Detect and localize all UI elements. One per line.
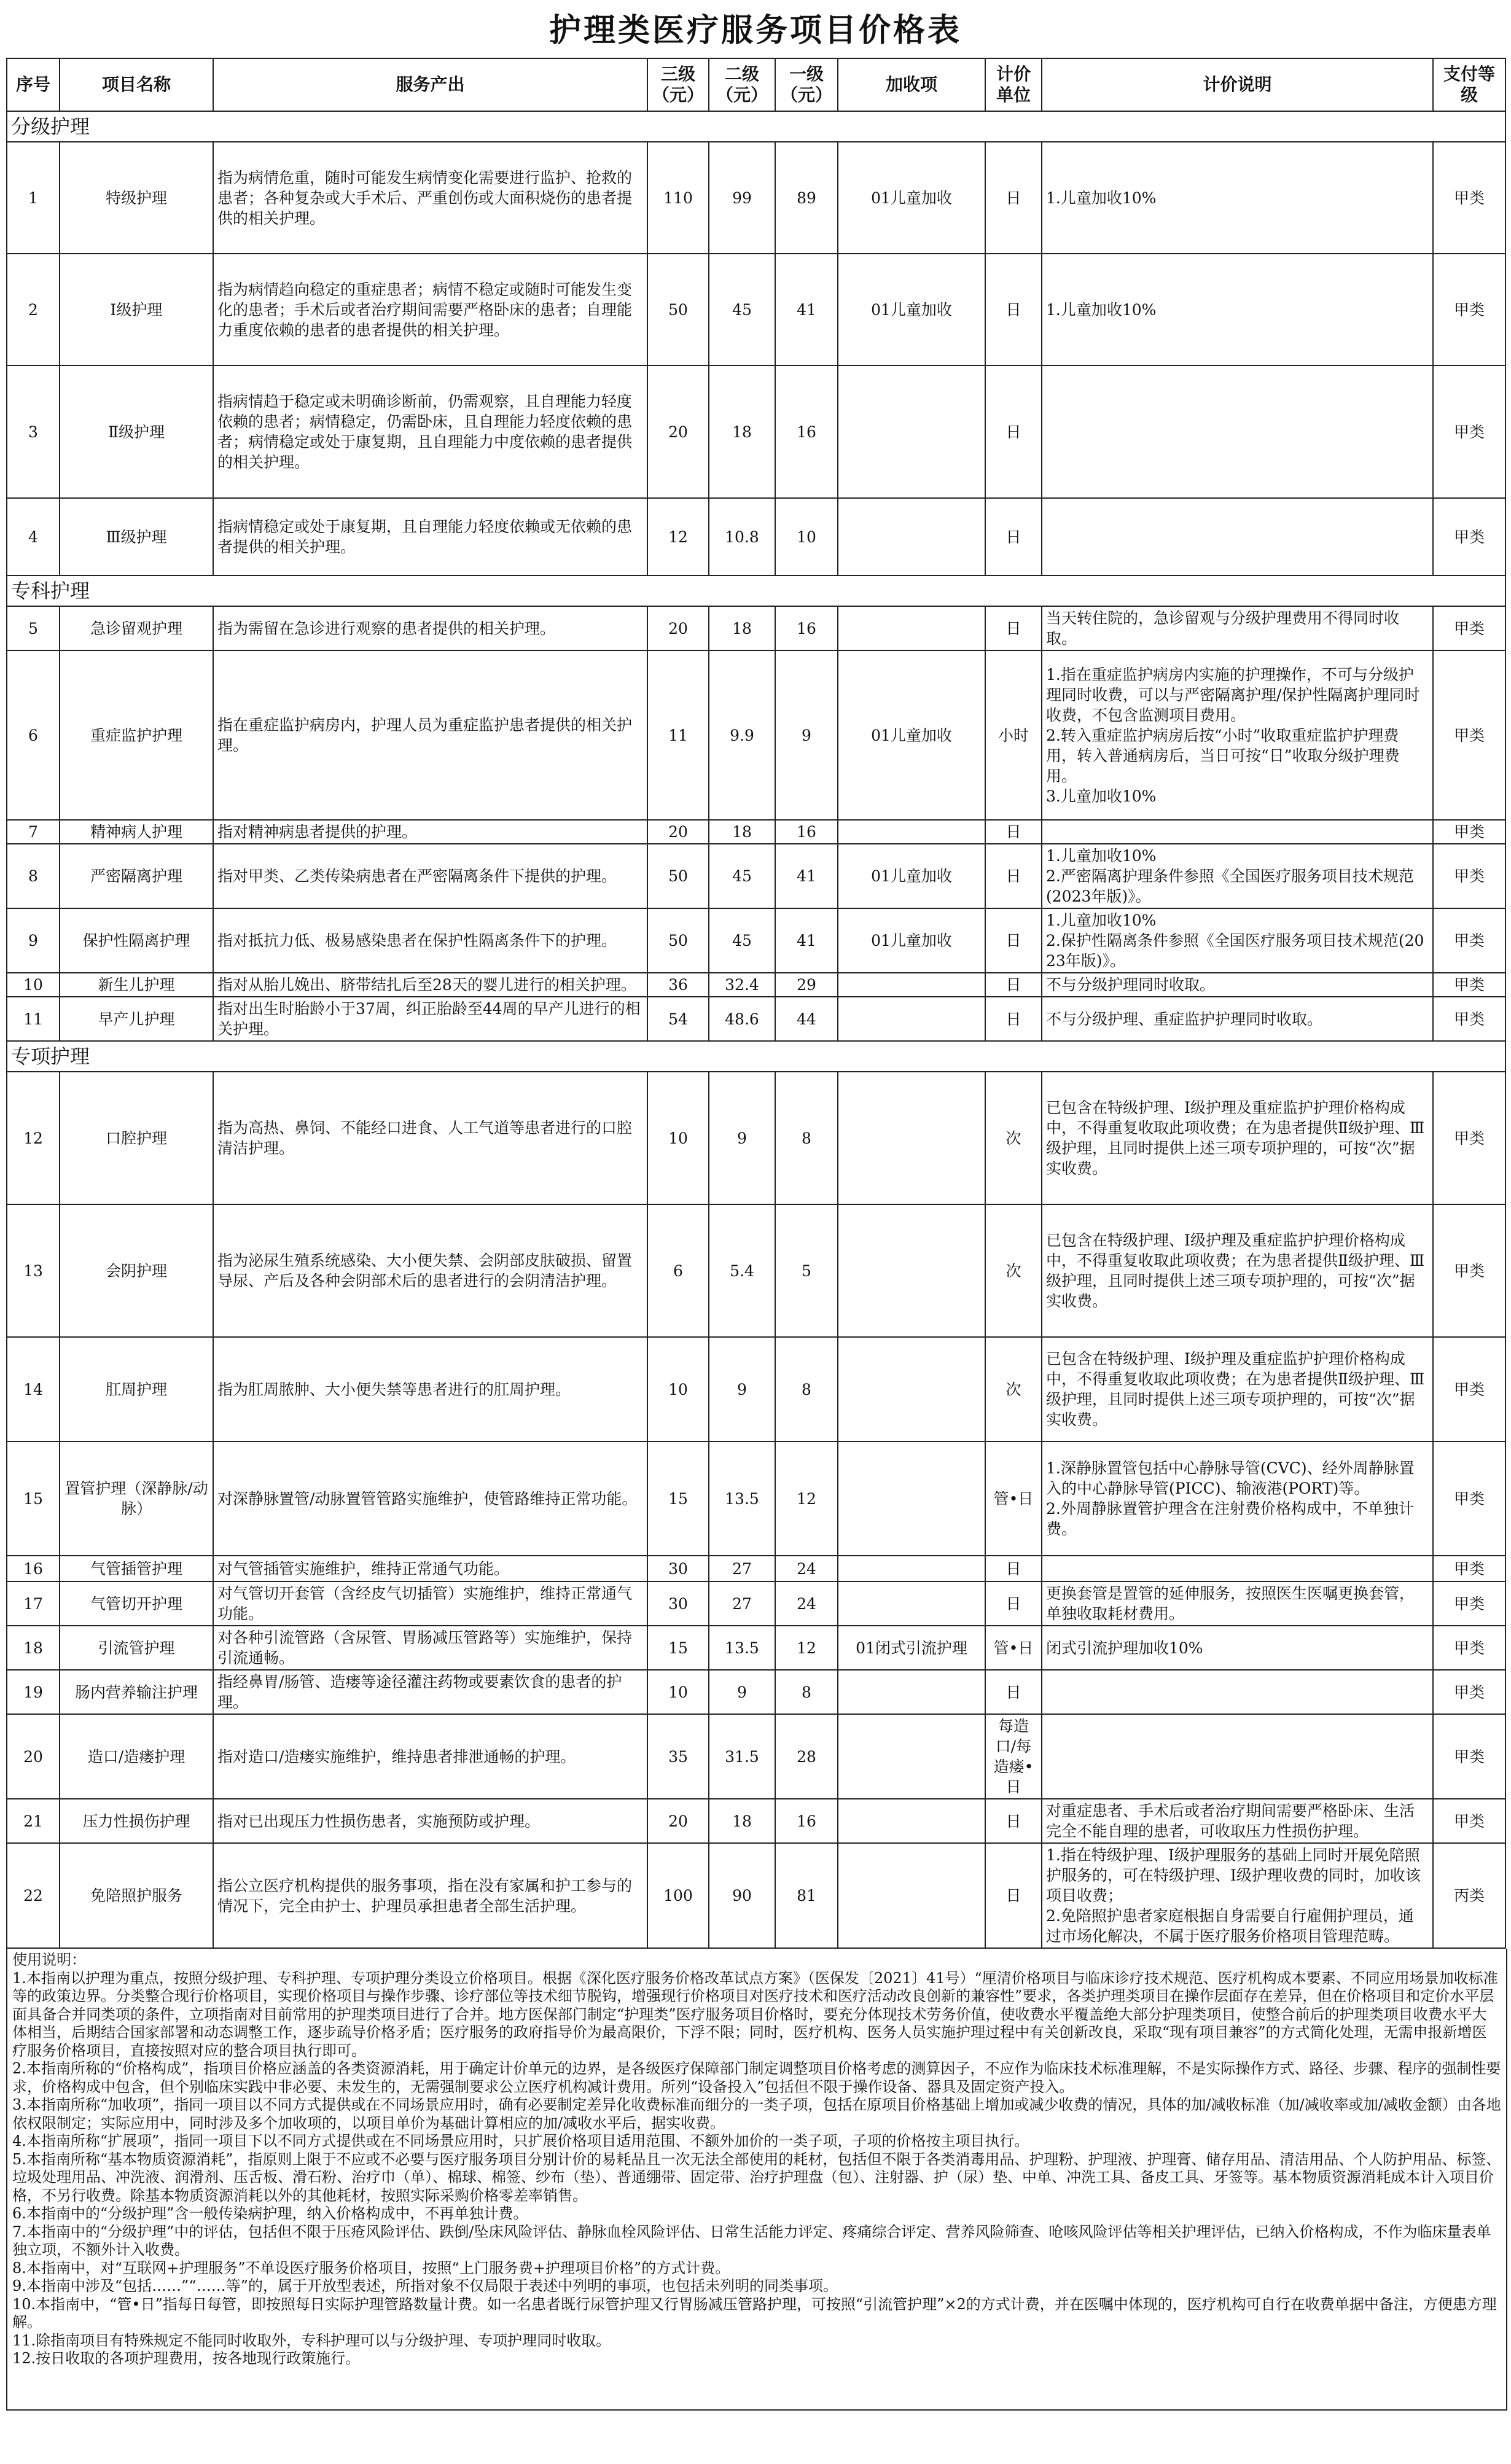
row-pay: 甲类 — [1433, 1670, 1505, 1714]
row-output: 指经鼻胃/肠管、造瘘等途径灌注药物或要素饮食的患者的护理。 — [213, 1670, 647, 1714]
row-price1: 41 — [775, 844, 838, 908]
row-price1: 16 — [775, 820, 838, 844]
row-no: 17 — [7, 1581, 60, 1626]
row-note — [1042, 1714, 1433, 1799]
row-name: 肠内营养输注护理 — [60, 1670, 213, 1714]
table-row — [7, 1799, 1505, 1843]
row-note: 1.指在特级护理、Ⅰ级护理服务的基础上同时开展免陪照护服务的，可在特级护理、Ⅰ级护理收费的同时，加收该项目收费； 2.免陪照护患者家庭根据自身需要自行雇佣护理员，通过市场化解决，不属于医疗服务价格项目管理范畴。 — [1042, 1843, 1433, 1948]
section-header — [7, 575, 1505, 606]
row-price1: 41 — [775, 908, 838, 973]
row-note: 已包含在特级护理、Ⅰ级护理及重症监护护理价格构成中，不得重复收取此项收费；在为患者提供Ⅱ级护理、Ⅲ级护理，且同时提供上述三项专项护理的，可按“次”据实收费。 — [1042, 1072, 1433, 1204]
row-extra — [838, 1581, 985, 1626]
row-pay: 甲类 — [1433, 1581, 1505, 1626]
row-price1: 16 — [775, 606, 838, 650]
row-extra — [838, 1072, 985, 1204]
row-unit: 日 — [985, 997, 1042, 1041]
row-unit: 日 — [985, 498, 1042, 575]
row-price2: 13.5 — [709, 1626, 775, 1670]
row-extra — [838, 1441, 985, 1556]
row-note — [1042, 1556, 1433, 1581]
row-name: 重症监护护理 — [60, 650, 213, 820]
row-price2: 9.9 — [709, 650, 775, 820]
row-unit: 日 — [985, 1843, 1042, 1948]
col-header-no: 序号 — [7, 58, 60, 111]
row-extra — [838, 365, 985, 498]
note-item: 8.本指南中，对“互联网+护理服务”不单设医疗服务价格项目，按照“上门服务费+护理项目价格”的方式计费。 — [12, 2259, 730, 2277]
row-note — [1042, 1670, 1433, 1714]
row-note — [1042, 498, 1433, 575]
row-unit: 日 — [985, 820, 1042, 844]
note-item: 1.本指南以护理为重点，按照分级护理、专科护理、专项护理分类设立价格项目。根据《深化医疗服务价格改革试点方案》（医保发〔2021〕41号）“厘清价格项目与临床诊疗技术规范、医疗机构成本要素、不同应用场景加收标准等的政策边界。分类整合现行价格项目，实现价格项目与操作步骤、诊疗部位等技术细节脱钩，增强现行价格项目对医疗技术和医疗活动改良创新的兼容性”要求，各类护理类项目在操作层面存在差异，但在价格项目和定价水平层面具备合并同类项的条件，立项指南对目前常用的护理类项目进行了合并。地方医保部门制定“护理类”医疗服务项目价格时，要充分体现技术劳务价值，使收费水平覆盖绝大部分护理类项目，使整合前后的护理类项目收费水平大体相当，后期结合国家部署和动态调整工作，逐步疏导价格矛盾；医疗服务的政府指导价为最高限价，下浮不限；同时，医疗机构、医务人员实施护理过程中有关创新改良，采取“现有项目兼容”的方式简化处理，无需申报新增医疗服务价格项目，直接按照对应的整合项目执行即可。 — [12, 1969, 1498, 2059]
row-name: 引流管护理 — [60, 1626, 213, 1670]
row-no: 14 — [7, 1337, 60, 1441]
row-name: 口腔护理 — [60, 1072, 213, 1204]
table-row — [7, 820, 1505, 844]
row-extra — [838, 820, 985, 844]
row-price3: 20 — [647, 606, 709, 650]
row-extra — [838, 1714, 985, 1799]
row-pay: 甲类 — [1433, 1441, 1505, 1556]
table-row — [7, 908, 1505, 973]
row-price2: 10.8 — [709, 498, 775, 575]
document — [6, 0, 1505, 2411]
row-pay: 甲类 — [1433, 1799, 1505, 1843]
row-price3: 20 — [647, 820, 709, 844]
row-note: 对重症患者、手术后或者治疗期间需要严格卧床、生活完全不能自理的患者，可收取压力性损伤护理。 — [1042, 1799, 1433, 1843]
row-pay: 丙类 — [1433, 1843, 1505, 1948]
row-price2: 99 — [709, 142, 775, 254]
row-price2: 45 — [709, 908, 775, 973]
table-row — [7, 1337, 1505, 1441]
row-name: 精神病人护理 — [60, 820, 213, 844]
row-note: 当天转住院的，急诊留观与分级护理费用不得同时收取。 — [1042, 606, 1433, 650]
row-price2: 18 — [709, 820, 775, 844]
row-extra — [838, 1799, 985, 1843]
row-price3: 30 — [647, 1556, 709, 1581]
row-note: 1.儿童加收10% 2.严密隔离护理条件参照《全国医疗服务项目技术规范(2023年版)》。 — [1042, 844, 1433, 908]
row-unit: 日 — [985, 1670, 1042, 1714]
row-pay: 甲类 — [1433, 997, 1505, 1041]
row-price1: 8 — [775, 1072, 838, 1204]
note-item: 11.除指南项目有特殊规定不能同时收取外，专科护理可以与分级护理、专项护理同时收取。 — [12, 2331, 611, 2349]
row-price3: 10 — [647, 1337, 709, 1441]
row-price1: 81 — [775, 1843, 838, 1948]
row-name: 气管切开护理 — [60, 1581, 213, 1626]
row-name: 早产儿护理 — [60, 997, 213, 1041]
header-row — [7, 58, 1505, 111]
row-note: 已包含在特级护理、Ⅰ级护理及重症监护护理价格构成中，不得重复收取此项收费；在为患者提供Ⅱ级护理、Ⅲ级护理，且同时提供上述三项专项护理的，可按“次”据实收费。 — [1042, 1204, 1433, 1337]
row-price3: 110 — [647, 142, 709, 254]
row-no: 2 — [7, 254, 60, 365]
col-header-name: 项目名称 — [60, 58, 213, 111]
row-price2: 45 — [709, 254, 775, 365]
row-no: 20 — [7, 1714, 60, 1799]
row-output: 指为病情危重，随时可能发生病情变化需要进行监护、抢救的患者；各种复杂或大手术后、严重创伤或大面积烧伤的患者提供的相关护理。 — [213, 142, 647, 254]
row-extra — [838, 606, 985, 650]
section-title: 专科护理 — [7, 575, 1505, 606]
row-unit: 管•日 — [985, 1441, 1042, 1556]
row-unit: 日 — [985, 1556, 1042, 1581]
row-no: 1 — [7, 142, 60, 254]
row-pay: 甲类 — [1433, 908, 1505, 973]
col-header-price2: 二级（元） — [709, 58, 775, 111]
row-price1: 44 — [775, 997, 838, 1041]
row-unit: 日 — [985, 142, 1042, 254]
row-price1: 8 — [775, 1670, 838, 1714]
row-output: 指对出生时胎龄小于37周，纠正胎龄至44周的早产儿进行的相关护理。 — [213, 997, 647, 1041]
row-price3: 100 — [647, 1843, 709, 1948]
row-price3: 30 — [647, 1581, 709, 1626]
row-price1: 8 — [775, 1337, 838, 1441]
row-no: 9 — [7, 908, 60, 973]
row-unit: 管•日 — [985, 1626, 1042, 1670]
row-note — [1042, 820, 1433, 844]
row-no: 12 — [7, 1072, 60, 1204]
row-extra — [838, 1337, 985, 1441]
row-note: 1.儿童加收10% — [1042, 254, 1433, 365]
note-item: 9.本指南中涉及“包括……”“……等”的，属于开放型表述，所指对象不仅局限于表述中列明的事项，也包括未列明的同类事项。 — [12, 2277, 838, 2294]
row-price2: 31.5 — [709, 1714, 775, 1799]
section-header — [7, 1041, 1505, 1072]
col-header-extra: 加收项 — [838, 58, 985, 111]
row-price2: 5.4 — [709, 1204, 775, 1337]
row-price1: 5 — [775, 1204, 838, 1337]
note-item: 5.本指南所称“基本物质资源消耗”，指原则上限于不应或不必要与医疗服务项目分别计价的易耗品且一次无法全部使用的耗材，包括但不限于各类消毒用品、护理粉、护理液、护理膏、储存用品、清洁用品、个人防护用品、标签、垃圾处理用品、冲洗液、润滑剂、压舌板、滑石粉、治疗巾（单）、棉球、棉签、纱布（垫）、普通绷带、固定带、治疗护理盘（包）、注射器、护（尿）垫、中单、冲洗工具、备皮工具、牙签等。基本物质资源消耗成本计入项目价格，不另行收费。除基本物质资源消耗以外的其他耗材，按照实际采购价格零差率销售。 — [12, 2150, 1501, 2204]
row-output: 指对抵抗力低、极易感染患者在保护性隔离条件下的护理。 — [213, 908, 647, 973]
col-header-price3: 三级（元） — [647, 58, 709, 111]
row-name: 严密隔离护理 — [60, 844, 213, 908]
row-extra — [838, 1670, 985, 1714]
row-price3: 20 — [647, 365, 709, 498]
row-output: 指为肛周脓肿、大小便失禁等患者进行的肛周护理。 — [213, 1337, 647, 1441]
row-name: 新生儿护理 — [60, 973, 213, 997]
row-price2: 32.4 — [709, 973, 775, 997]
table-row — [7, 650, 1505, 820]
note-item: 4.本指南所称“扩展项”，指同一项目下以不同方式提供或在不同场景应用时，只扩展价格项目适用范围、不额外加价的一类子项，子项的价格按主项目执行。 — [12, 2132, 1029, 2150]
row-price3: 12 — [647, 498, 709, 575]
row-name: 置管护理（深静脉/动脉） — [60, 1441, 213, 1556]
row-pay: 甲类 — [1433, 1337, 1505, 1441]
row-price1: 10 — [775, 498, 838, 575]
row-pay: 甲类 — [1433, 1626, 1505, 1670]
table-row — [7, 973, 1505, 997]
row-pay: 甲类 — [1433, 973, 1505, 997]
row-output: 对气管插管实施维护，维持正常通气功能。 — [213, 1556, 647, 1581]
row-extra: 01儿童加收 — [838, 650, 985, 820]
row-no: 22 — [7, 1843, 60, 1948]
row-pay: 甲类 — [1433, 1714, 1505, 1799]
row-price2: 18 — [709, 606, 775, 650]
row-pay: 甲类 — [1433, 844, 1505, 908]
row-output: 指对甲类、乙类传染病患者在严密隔离条件下提供的护理。 — [213, 844, 647, 908]
row-no: 3 — [7, 365, 60, 498]
row-output: 指在重症监护病房内，护理人员为重症监护患者提供的相关护理。 — [213, 650, 647, 820]
notes-title: 使用说明： — [12, 1951, 86, 1968]
table-row — [7, 365, 1505, 498]
row-pay: 甲类 — [1433, 254, 1505, 365]
row-price3: 6 — [647, 1204, 709, 1337]
row-unit: 日 — [985, 844, 1042, 908]
row-price2: 18 — [709, 1799, 775, 1843]
note-item: 12.按日收取的各项护理费用，按各地现行政策施行。 — [12, 2350, 361, 2367]
row-pay: 甲类 — [1433, 820, 1505, 844]
row-price3: 35 — [647, 1714, 709, 1799]
row-price3: 11 — [647, 650, 709, 820]
note-item: 2.本指南所称的“价格构成”，指项目价格应涵盖的各类资源消耗，用于确定计价单元的边界，是各级医疗保障部门制定调整项目价格考虑的测算因子，不应作为临床技术标准理解，不是实际操作方式、路径、步骤、程序的强制性要求，价格构成中包含，但个别临床实践中非必要、未发生的，无需强制要求公立医疗机构减计费用。所列“设备投入”包括但不限于操作设备、器具及固定资产投入。 — [12, 2060, 1501, 2096]
row-price1: 89 — [775, 142, 838, 254]
row-pay: 甲类 — [1433, 365, 1505, 498]
row-unit: 日 — [985, 973, 1042, 997]
row-name: Ⅲ级护理 — [60, 498, 213, 575]
row-extra — [838, 997, 985, 1041]
table-row — [7, 606, 1505, 650]
row-name: 会阴护理 — [60, 1204, 213, 1337]
row-price1: 16 — [775, 365, 838, 498]
row-no: 18 — [7, 1626, 60, 1670]
row-price2: 9 — [709, 1670, 775, 1714]
section-title: 分级护理 — [7, 111, 1505, 142]
row-pay: 甲类 — [1433, 650, 1505, 820]
row-note: 1.儿童加收10% 2.保护性隔离条件参照《全国医疗服务项目技术规范(2023年版)》。 — [1042, 908, 1433, 973]
row-price3: 15 — [647, 1441, 709, 1556]
row-extra — [838, 498, 985, 575]
row-note: 1.儿童加收10% — [1042, 142, 1433, 254]
table-row — [7, 498, 1505, 575]
table-row — [7, 1714, 1505, 1799]
row-unit: 次 — [985, 1204, 1042, 1337]
row-price2: 9 — [709, 1072, 775, 1204]
row-pay: 甲类 — [1433, 142, 1505, 254]
row-no: 8 — [7, 844, 60, 908]
row-extra: 01儿童加收 — [838, 254, 985, 365]
row-output: 指为泌尿生殖系统感染、大小便失禁、会阴部皮肤破损、留置导尿、产后及各种会阴部术后的患者进行的会阴清洁护理。 — [213, 1204, 647, 1337]
table-row — [7, 1670, 1505, 1714]
row-name: Ⅱ级护理 — [60, 365, 213, 498]
row-no: 5 — [7, 606, 60, 650]
note-item: 10.本指南中，“管•日”指每日每管，即按照每日实际护理管路数量计费。如一名患者既行尿管护理又行胃肠减压管路护理，可按照“引流管护理”×2的方式计费，并在医嘱中体现的，医疗机构可自行在收费单据中备注，方便患方理解。 — [12, 2295, 1497, 2331]
row-price1: 16 — [775, 1799, 838, 1843]
row-note: 1.指在重症监护病房内实施的护理操作，不可与分级护理同时收费，可以与严密隔离护理/保护性隔离护理同时收费，不包含监测项目费用。 2.转入重症监护病房后按“小时”收取重症监护护理费用，转入普通病房后，当日可按“日”收取分级护理费用。 3.儿童加收10% — [1042, 650, 1433, 820]
row-price2: 27 — [709, 1581, 775, 1626]
note-item: 7.本指南中的“分级护理”中的评估，包括但不限于压疮风险评估、跌倒/坠床风险评估、静脉血栓风险评估、日常生活能力评定、疼痛综合评定、营养风险筛查、呛咳风险评估等相关护理评估，已纳入价格构成，不作为临床量表单独立项，不额外计入收费。 — [12, 2223, 1491, 2258]
row-name: 压力性损伤护理 — [60, 1799, 213, 1843]
row-output: 指对从胎儿娩出、脐带结扎后至28天的婴儿进行的相关护理。 — [213, 973, 647, 997]
table-row — [7, 997, 1505, 1041]
row-unit: 日 — [985, 908, 1042, 973]
col-header-unit: 计价单位 — [985, 58, 1042, 111]
row-price1: 41 — [775, 254, 838, 365]
row-no: 15 — [7, 1441, 60, 1556]
row-output: 对各种引流管路（含尿管、胃肠减压管路等）实施维护，保持引流通畅。 — [213, 1626, 647, 1670]
row-price1: 12 — [775, 1441, 838, 1556]
row-output: 指为高热、鼻饲、不能经口进食、人工气道等患者进行的口腔清洁护理。 — [213, 1072, 647, 1204]
table-row — [7, 1556, 1505, 1581]
row-price1: 9 — [775, 650, 838, 820]
row-unit: 每造口/每造瘘•日 — [985, 1714, 1042, 1799]
row-unit: 日 — [985, 606, 1042, 650]
row-no: 10 — [7, 973, 60, 997]
section-header — [7, 111, 1505, 142]
row-extra — [838, 1843, 985, 1948]
row-price3: 54 — [647, 997, 709, 1041]
row-name: 气管插管护理 — [60, 1556, 213, 1581]
price-table — [6, 58, 1506, 1949]
row-price3: 50 — [647, 844, 709, 908]
row-price3: 50 — [647, 254, 709, 365]
table-row — [7, 1626, 1505, 1670]
row-unit: 小时 — [985, 650, 1042, 820]
row-name: 肛周护理 — [60, 1337, 213, 1441]
row-unit: 日 — [985, 1799, 1042, 1843]
row-name: 特级护理 — [60, 142, 213, 254]
row-output: 指对造口/造瘘实施维护，维持患者排泄通畅的护理。 — [213, 1714, 647, 1799]
row-pay: 甲类 — [1433, 1204, 1505, 1337]
row-unit: 次 — [985, 1337, 1042, 1441]
row-extra: 01儿童加收 — [838, 142, 985, 254]
page-title: 护理类医疗服务项目价格表 — [549, 12, 962, 49]
row-unit: 次 — [985, 1072, 1042, 1204]
row-output: 指为需留在急诊进行观察的患者提供的相关护理。 — [213, 606, 647, 650]
row-no: 11 — [7, 997, 60, 1041]
row-price1: 28 — [775, 1714, 838, 1799]
table-row — [7, 1581, 1505, 1626]
row-output: 指为病情趋向稳定的重症患者；病情不稳定或随时可能发生变化的患者；手术后或者治疗期间需要严格卧床的患者；自理能力重度依赖的患者的患者提供的相关护理。 — [213, 254, 647, 365]
row-output: 指对已出现压力性损伤患者，实施预防或护理。 — [213, 1799, 647, 1843]
table-row — [7, 1204, 1505, 1337]
row-output: 指对精神病患者提供的护理。 — [213, 820, 647, 844]
row-pay: 甲类 — [1433, 498, 1505, 575]
row-price2: 90 — [709, 1843, 775, 1948]
row-name: 保护性隔离护理 — [60, 908, 213, 973]
row-no: 6 — [7, 650, 60, 820]
row-name: 造口/造瘘护理 — [60, 1714, 213, 1799]
row-note: 1.深静脉置管包括中心静脉导管(CVC)、经外周静脉置入的中心静脉导管(PICC)、输液港(PORT)等。 2.外周静脉置管护理含在注射费价格构成中，不单独计费。 — [1042, 1441, 1433, 1556]
note-item: 3.本指南所称“加收项”，指同一项目以不同方式提供或在不同场景应用时，确有必要制定差异化收费标准而细分的一类子项，包括在原项目价格基础上增加或减少收费的情况，具体的加/减收标准（加/减收率或加/减收金额）由各地依权限制定；实际应用中，同时涉及多个加收项的，以项目单价为基础计算相应的加/减收水平后，据实收费。 — [12, 2096, 1501, 2132]
row-pay: 甲类 — [1433, 606, 1505, 650]
row-price1: 29 — [775, 973, 838, 997]
row-no: 13 — [7, 1204, 60, 1337]
row-price2: 45 — [709, 844, 775, 908]
row-note: 闭式引流护理加收10% — [1042, 1626, 1433, 1670]
row-price2: 18 — [709, 365, 775, 498]
table-row — [7, 142, 1505, 254]
row-extra — [838, 1556, 985, 1581]
usage-notes — [6, 1949, 1507, 2411]
row-note: 已包含在特级护理、Ⅰ级护理及重症监护护理价格构成中，不得重复收取此项收费；在为患者提供Ⅱ级护理、Ⅲ级护理，且同时提供上述三项专项护理的，可按“次”据实收费。 — [1042, 1337, 1433, 1441]
row-no: 7 — [7, 820, 60, 844]
table-row — [7, 844, 1505, 908]
row-price1: 24 — [775, 1556, 838, 1581]
row-output: 对深静脉置管/动脉置管管路实施维护，使管路维持正常功能。 — [213, 1441, 647, 1556]
row-price3: 10 — [647, 1072, 709, 1204]
table-row — [7, 1843, 1505, 1948]
row-no: 16 — [7, 1556, 60, 1581]
col-header-pay: 支付等级 — [1433, 58, 1505, 111]
row-extra: 01儿童加收 — [838, 844, 985, 908]
row-extra: 01儿童加收 — [838, 908, 985, 973]
row-price1: 24 — [775, 1581, 838, 1626]
table-row — [7, 1441, 1505, 1556]
table-row — [7, 1072, 1505, 1204]
section-title: 专项护理 — [7, 1041, 1505, 1072]
row-name: Ⅰ级护理 — [60, 254, 213, 365]
row-price3: 20 — [647, 1799, 709, 1843]
row-pay: 甲类 — [1433, 1556, 1505, 1581]
row-note: 更换套管是置管的延伸服务，按照医生医嘱更换套管，单独收取耗材费用。 — [1042, 1581, 1433, 1626]
row-name: 免陪照护服务 — [60, 1843, 213, 1948]
col-header-output: 服务产出 — [213, 58, 647, 111]
row-unit: 日 — [985, 365, 1042, 498]
row-no: 19 — [7, 1670, 60, 1714]
row-no: 21 — [7, 1799, 60, 1843]
col-header-note: 计价说明 — [1042, 58, 1433, 111]
row-note — [1042, 365, 1433, 498]
row-output: 对气管切开套管（含经皮气切插管）实施维护，维持正常通气功能。 — [213, 1581, 647, 1626]
row-price3: 36 — [647, 973, 709, 997]
row-name: 急诊留观护理 — [60, 606, 213, 650]
row-note: 不与分级护理同时收取。 — [1042, 973, 1433, 997]
row-note: 不与分级护理、重症监护护理同时收取。 — [1042, 997, 1433, 1041]
row-unit: 日 — [985, 1581, 1042, 1626]
row-price2: 48.6 — [709, 997, 775, 1041]
row-output: 指病情稳定或处于康复期，且自理能力轻度依赖或无依赖的患者提供的相关护理。 — [213, 498, 647, 575]
row-extra — [838, 1204, 985, 1337]
row-price2: 9 — [709, 1337, 775, 1441]
row-price3: 50 — [647, 908, 709, 973]
row-price3: 15 — [647, 1626, 709, 1670]
row-pay: 甲类 — [1433, 1072, 1505, 1204]
table-row — [7, 254, 1505, 365]
row-no: 4 — [7, 498, 60, 575]
row-unit: 日 — [985, 254, 1042, 365]
row-extra: 01闭式引流护理 — [838, 1626, 985, 1670]
row-price1: 12 — [775, 1626, 838, 1670]
note-item: 6.本指南中的“分级护理”含一般传染病护理，纳入价格构成中，不再单独计费。 — [12, 2205, 528, 2222]
col-header-price1: 一级（元） — [775, 58, 838, 111]
row-price3: 10 — [647, 1670, 709, 1714]
row-price2: 13.5 — [709, 1441, 775, 1556]
row-output: 指公立医疗机构提供的服务事项，指在没有家属和护工参与的情况下，完全由护士、护理员承担患者全部生活护理。 — [213, 1843, 647, 1948]
row-extra — [838, 973, 985, 997]
row-price2: 27 — [709, 1556, 775, 1581]
row-output: 指病情趋于稳定或未明确诊断前，仍需观察，且自理能力轻度依赖的患者；病情稳定，仍需卧床，且自理能力轻度依赖的患者；病情稳定或处于康复期，且自理能力中度依赖的患者提供的相关护理。 — [213, 365, 647, 498]
